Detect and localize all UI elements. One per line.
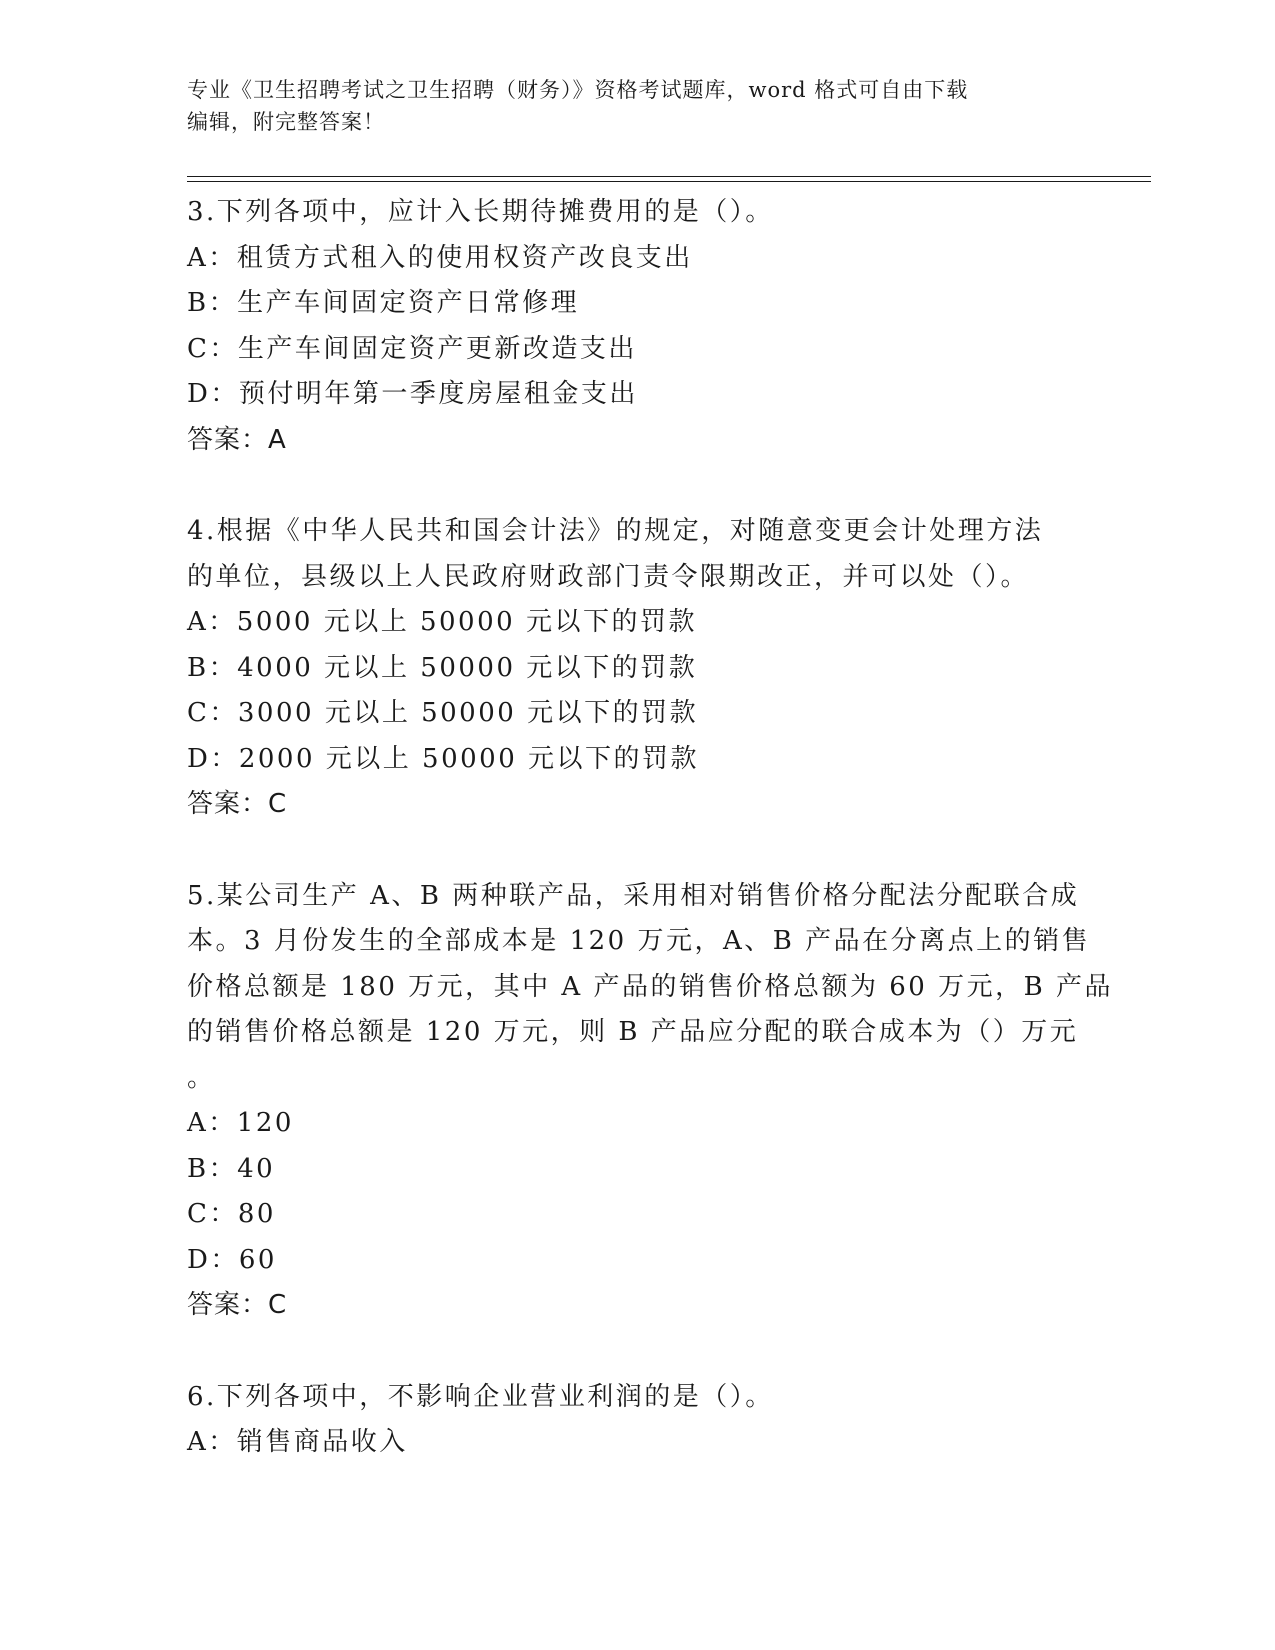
question-stem-line-1: 4.根据《中华人民共和国会计法》的规定，对随意变更会计处理方法 <box>187 516 1044 546</box>
option-d: D：预付明年第一季度房屋租金支出 <box>187 379 638 409</box>
question-5 <box>187 874 1113 1329</box>
option-a: A：销售商品收入 <box>187 1427 408 1457</box>
header-divider-bottom <box>187 181 1151 182</box>
option-d: D：2000 元以上 50000 元以下的罚款 <box>187 743 700 774</box>
option-a: A：租赁方式租入的使用权资产改良支出 <box>187 242 693 273</box>
question-stem: 3.下列各项中，应计入长期待摊费用的是（）。 <box>187 197 774 227</box>
spacer <box>187 828 1087 874</box>
spacer <box>187 463 1087 509</box>
question-stem-line-5: 。 <box>187 1062 214 1093</box>
question-stem-line-2: 本。3 月份发生的全部成本是 120 万元，A、B 产品在分离点上的销售 <box>187 926 1091 956</box>
option-b: B：4000 元以上 50000 元以下的罚款 <box>187 652 698 683</box>
question-list <box>187 190 1113 1466</box>
header-divider-top <box>187 176 1151 177</box>
header-line-1: 专业《卫生招聘考试之卫生招聘（财务）》资格考试题库，word 格式可自由下载 <box>187 78 969 102</box>
question-3 <box>187 190 1087 463</box>
option-a: A：120 <box>187 1108 294 1138</box>
option-c: C：生产车间固定资产更新改造支出 <box>187 333 637 364</box>
spacer <box>187 1329 1087 1375</box>
question-stem-line-4: 的销售价格总额是 120 万元，则 B 产品应分配的联合成本为（）万元 <box>187 1017 1079 1047</box>
question-stem: 6.下列各项中，不影响企业营业利润的是（）。 <box>187 1381 774 1412</box>
option-d: D：60 <box>187 1244 277 1275</box>
document-header <box>187 74 1087 138</box>
question-6 <box>187 1375 1087 1466</box>
question-stem-line-1: 5.某公司生产 A、B 两种联产品，采用相对销售价格分配法分配联合成 <box>187 880 1080 911</box>
question-stem-line-2: 的单位，县级以上人民政府财政部门责令限期改正，并可以处（）。 <box>187 561 1030 592</box>
option-c: C：3000 元以上 50000 元以下的罚款 <box>187 698 699 728</box>
answer-line: 答案：C <box>187 789 288 819</box>
option-a: A：5000 元以上 50000 元以下的罚款 <box>187 607 697 637</box>
header-line-2: 编辑，附完整答案！ <box>187 110 385 134</box>
option-c: C：80 <box>187 1199 276 1229</box>
answer-line: 答案：C <box>187 1290 288 1320</box>
option-b: B：40 <box>187 1153 276 1184</box>
answer-line: 答案：A <box>187 424 287 455</box>
question-stem-line-3: 价格总额是 180 万元，其中 A 产品的销售价格总额为 60 万元，B 产品 <box>187 971 1113 1002</box>
option-b: B：生产车间固定资产日常修理 <box>187 288 580 318</box>
question-4 <box>187 509 1087 828</box>
